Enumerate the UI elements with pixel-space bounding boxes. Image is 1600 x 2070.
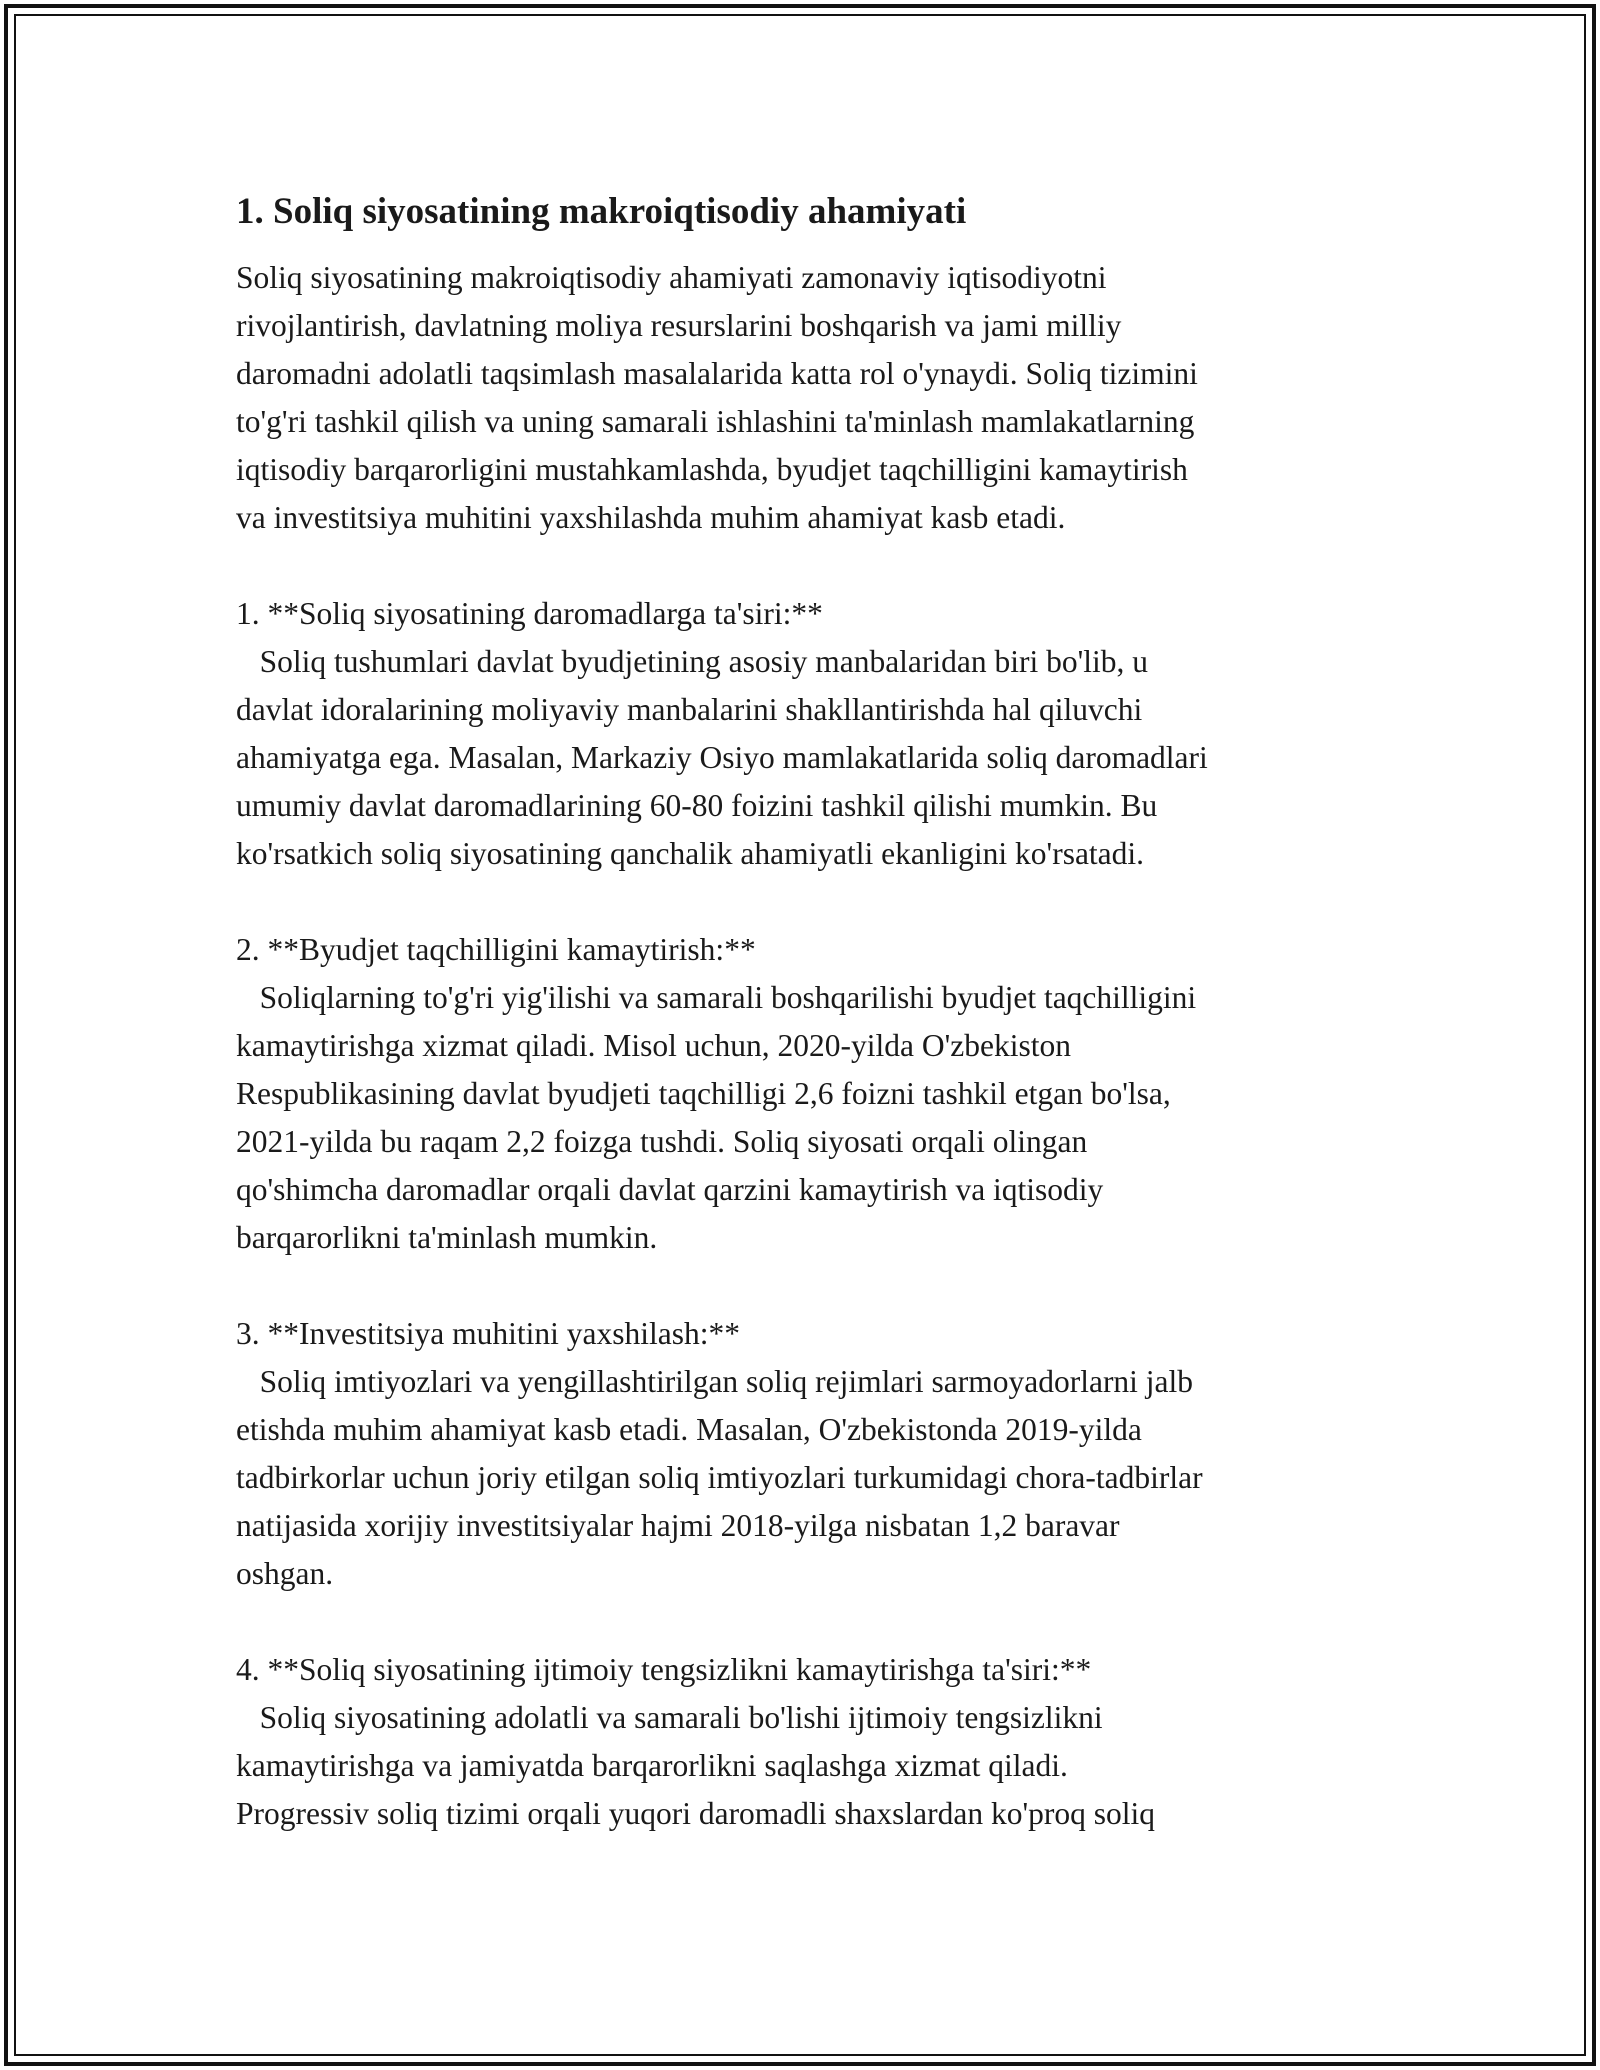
paragraph-spacer: [236, 1598, 1386, 1646]
paragraph-spacer: [236, 542, 1386, 590]
text-line: Soliq siyosatining adolatli va samarali bo'lishi ijtimoiy tengsizlikni: [236, 1700, 1103, 1735]
text-line: Respublikasining davlat byudjeti taqchilligi 2,6 foizni tashkil etgan bo'lsa,: [236, 1076, 1171, 1111]
document-body: [236, 254, 1386, 1838]
text-line: oshgan.: [236, 1556, 334, 1591]
text-line: iqtisodiy barqarorligini mustahkamlashda, byudjet taqchilligini kamaytirish: [236, 452, 1188, 487]
text-line: ko'rsatkich soliq siyosatining qanchalik ahamiyatli ekanligini ko'rsatadi.: [236, 836, 1145, 871]
text-line: natijasida xorijiy investitsiyalar hajmi 2018-yilga nisbatan 1,2 baravar: [236, 1508, 1120, 1543]
text-line: kamaytirishga xizmat qiladi. Misol uchun, 2020-yilda O'zbekiston: [236, 1028, 1072, 1063]
text-line: Soliq siyosatining makroiqtisodiy ahamiyati zamonaviy iqtisodiyotni: [236, 260, 1107, 295]
text-line: daromadni adolatli taqsimlash masalalarida katta rol o'ynaydi. Soliq tizimini: [236, 356, 1198, 391]
text-line: Progressiv soliq tizimi orqali yuqori daromadli shaxslardan ko'proq soliq: [236, 1796, 1156, 1831]
text-line: 4. **Soliq siyosatining ijtimoiy tengsizlikni kamaytirishga ta'siri:**: [236, 1652, 1092, 1687]
text-line: umumiy davlat daromadlarining 60-80 foizini tashkil qilishi mumkin. Bu: [236, 788, 1158, 823]
text-line: Soliq imtiyozlari va yengillashtirilgan soliq rejimlari sarmoyadorlarni jalb: [236, 1364, 1194, 1399]
document-page: [236, 188, 1386, 1838]
text-line: qo'shimcha daromadlar orqali davlat qarzini kamaytirish va iqtisodiy: [236, 1172, 1104, 1207]
text-line: rivojlantirish, davlatning moliya resurslarini boshqarish va jami milliy: [236, 308, 1122, 343]
text-line: ahamiyatga ega. Masalan, Markaziy Osiyo mamlakatlarida soliq daromadlari: [236, 740, 1208, 775]
text-line: 1. **Soliq siyosatining daromadlarga ta'siri:**: [236, 596, 823, 631]
text-line: 3. **Investitsiya muhitini yaxshilash:**: [236, 1316, 740, 1351]
paragraph-spacer: [236, 1262, 1386, 1310]
document-heading: 1. Soliq siyosatining makroiqtisodiy ahamiyati: [236, 191, 967, 232]
paragraph-spacer: [236, 878, 1386, 926]
text-line: kamaytirishga va jamiyatda barqarorlikni saqlashga xizmat qiladi.: [236, 1748, 1068, 1783]
text-line: barqarorlikni ta'minlash mumkin.: [236, 1220, 658, 1255]
text-line: 2. **Byudjet taqchilligini kamaytirish:**: [236, 932, 756, 967]
text-line: Soliqlarning to'g'ri yig'ilishi va samarali boshqarilishi byudjet taqchilligini: [236, 980, 1197, 1015]
text-line: va investitsiya muhitini yaxshilashda muhim ahamiyat kasb etadi.: [236, 500, 1066, 535]
text-line: davlat idoralarining moliyaviy manbalarini shakllantirishda hal qiluvchi: [236, 692, 1143, 727]
text-line: 2021-yilda bu raqam 2,2 foizga tushdi. Soliq siyosati orqali olingan: [236, 1124, 1088, 1159]
text-line: Soliq tushumlari davlat byudjetining asosiy manbalaridan biri bo'lib, u: [236, 644, 1149, 679]
text-line: to'g'ri tashkil qilish va uning samarali ishlashini ta'minlash mamlakatlarning: [236, 404, 1195, 439]
text-line: etishda muhim ahamiyat kasb etadi. Masalan, O'zbekistonda 2019-yilda: [236, 1412, 1142, 1447]
text-line: tadbirkorlar uchun joriy etilgan soliq imtiyozlari turkumidagi chora-tadbirlar: [236, 1460, 1203, 1495]
